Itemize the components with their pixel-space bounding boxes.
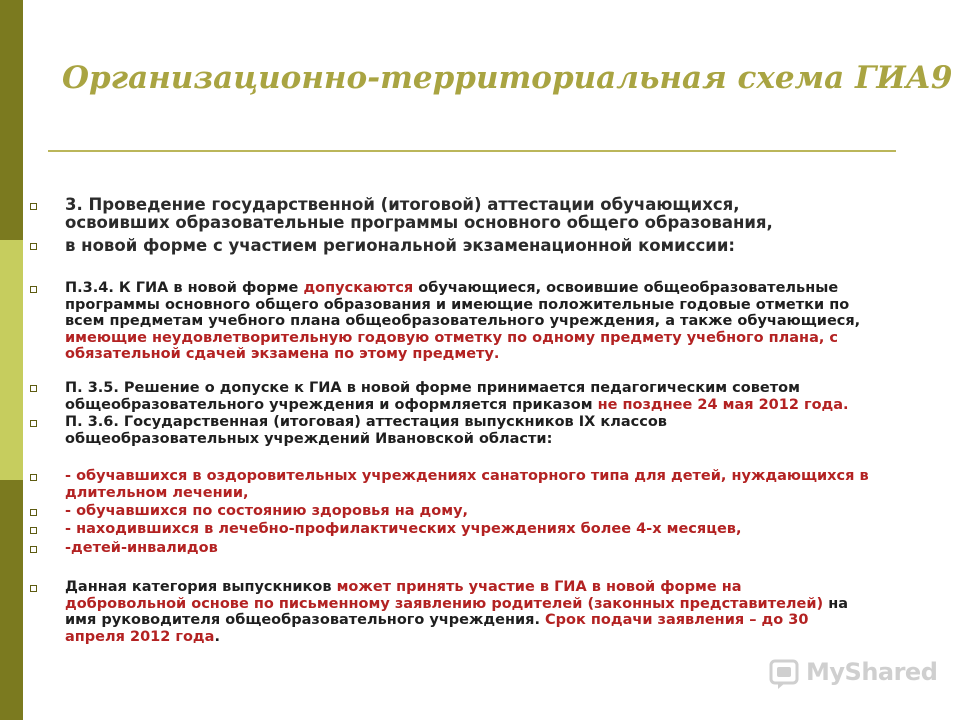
voluntary-participation-note <box>65 579 945 645</box>
bullet-square-icon <box>30 420 37 427</box>
myshared-logo-icon <box>768 658 802 690</box>
text-run: Данная категория выпускников <box>65 579 337 595</box>
sidebar-segment-top <box>0 0 23 240</box>
category-medical-institutions <box>65 521 945 538</box>
bullet-square-icon <box>30 509 37 516</box>
clause-3-6 <box>65 414 945 447</box>
text-line: общеобразовательных учреждений Ивановской области: <box>65 430 553 447</box>
clause-3-5 <box>65 380 945 413</box>
text-line <box>65 596 945 613</box>
text-line: программы основного общего образования и имеющие положительные годовые отметки по <box>65 296 850 313</box>
bullet-square-icon <box>30 527 37 534</box>
text-line: П. 3.5. Решение о допуске к ГИА в новой форме принимается педагогическим советом <box>65 380 800 396</box>
title-divider <box>48 150 896 152</box>
highlight-text: добровольной основе по письменному заявлению родителей (законных представителей) <box>65 595 824 612</box>
category-disabled-children <box>65 540 945 557</box>
watermark-text: MyShared <box>806 658 938 686</box>
text-line: в новой форме с участием региональной экзаменационной комиссии: <box>65 236 735 255</box>
highlight-text: допускаются <box>303 280 414 296</box>
highlight-text: по одному предмету <box>507 329 682 346</box>
text-line: освоивших образовательные программы основного общего образования, <box>65 213 773 232</box>
bullet-heading-2 <box>65 237 945 255</box>
text-line: -детей-инвалидов <box>65 540 218 556</box>
myshared-watermark <box>768 656 938 692</box>
text-run: П.3.4. К ГИА в новой форме <box>65 280 304 296</box>
bullet-square-icon <box>30 474 37 481</box>
clause-3-4 <box>65 280 945 363</box>
text-run: . <box>214 628 220 645</box>
sidebar-segment-bottom <box>0 480 23 720</box>
highlight-text: обязательной сдачей экзамена по этому предмету. <box>65 346 500 362</box>
highlight-text: может принять участие в ГИА в новой форме на <box>336 579 742 595</box>
category-sanatorium <box>65 468 945 501</box>
bullet-square-icon <box>30 585 37 592</box>
text-line: 3. Проведение государственной (итоговой) аттестации обучающихся, <box>65 195 740 214</box>
bullet-square-icon <box>30 203 37 210</box>
text-line <box>65 579 945 596</box>
highlight-text: имеющие неудовлетворительную годовую отметку <box>65 329 508 346</box>
bullet-square-icon <box>30 546 37 553</box>
bullet-square-icon <box>30 385 37 392</box>
highlight-text: Срок подачи заявления – до 30 <box>545 612 809 628</box>
sidebar-decoration <box>0 0 23 720</box>
highlight-text: апреля 2012 года <box>65 628 215 645</box>
text-line <box>65 612 945 629</box>
highlight-text: не позднее 24 мая 2012 года. <box>597 396 849 413</box>
slide-title: Организационно-территориальная схема ГИА9 <box>62 60 953 96</box>
bullet-square-icon <box>30 286 37 293</box>
text-line: длительном лечении, <box>65 484 249 501</box>
text-line <box>65 629 945 646</box>
text-line <box>65 280 945 297</box>
category-home-schooling <box>65 503 945 520</box>
text-line: - находившихся в лечебно-профилактических учреждениях более 4-х месяцев, <box>65 521 742 537</box>
text-line: - обучавшихся в оздоровительных учреждениях санаторного типа для детей, нуждающихся в <box>65 468 869 484</box>
bullet-square-icon <box>30 243 37 250</box>
text-line: П. 3.6. Государственная (итоговая) аттестация выпускников IX классов <box>65 414 667 430</box>
text-run: обучающиеся, освоившие общеобразовательные <box>413 280 839 296</box>
text-line <box>65 397 945 414</box>
text-line: всем предметам учебного плана общеобразовательного учреждения, а также обучающиеся, <box>65 313 861 329</box>
text-line <box>65 330 945 347</box>
text-line: - обучавшихся по состоянию здоровья на дому, <box>65 503 469 519</box>
bullet-heading-1 <box>65 196 945 232</box>
sidebar-segment-middle <box>0 240 23 480</box>
text-run: на <box>823 595 849 612</box>
text-run: общеобразовательного учреждения и оформляется приказом <box>65 396 598 413</box>
text-run: имя руководителя общеобразовательного учреждения. <box>65 612 546 628</box>
highlight-text: учебного плана, с <box>681 329 839 346</box>
